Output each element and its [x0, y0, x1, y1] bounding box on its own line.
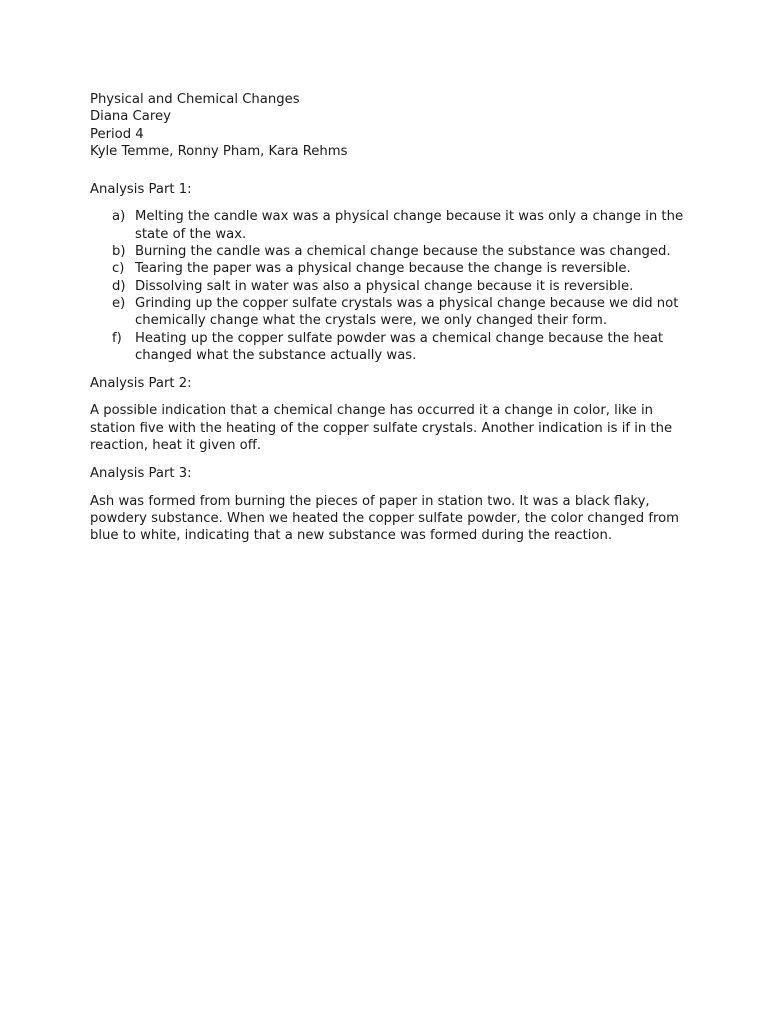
list-item-text: Heating up the copper sulfate powder was a chemical change because the heat changed what the substance actually was.	[135, 330, 664, 363]
author-name: Diana Carey	[90, 109, 171, 125]
list-item	[90, 208, 690, 243]
list-item-text: Grinding up the copper sulfate crystals was a physical change because we did not chemically change what the crystals were, we only changed their form.	[135, 295, 679, 329]
analysis-part-2	[90, 375, 690, 454]
document-page	[90, 91, 690, 545]
list-item-label: f)	[112, 330, 122, 346]
list-item-text: Melting the candle wax was a physical change because it was only a change in the state of the wax.	[135, 209, 684, 242]
list-item-text: Burning the candle was a chemical change because the substance was changed.	[135, 244, 671, 260]
analysis-part-1-list	[90, 208, 690, 364]
list-item	[90, 330, 690, 365]
document-title: Physical and Chemical Changes	[90, 92, 300, 107]
list-item-label: a)	[112, 209, 126, 225]
list-item	[90, 243, 690, 260]
list-item-label: d)	[112, 278, 126, 294]
list-item	[90, 278, 690, 295]
analysis-part-2-heading: Analysis Part 2:	[90, 376, 192, 392]
list-item	[90, 295, 690, 330]
class-period: Period 4	[90, 126, 144, 142]
list-item-label: b)	[112, 244, 126, 260]
list-item-label: e)	[112, 295, 126, 311]
lab-partners: Kyle Temme, Ronny Pham, Kara Rehms	[90, 143, 348, 159]
document-header	[90, 91, 690, 160]
analysis-part-1	[90, 181, 690, 364]
analysis-part-2-text: A possible indication that a chemical change has occurred it a change in color, like in station five with the heating of the copper sulfate crystals. Another indication is if in the reaction, heat it given off.	[90, 403, 673, 454]
analysis-part-1-heading: Analysis Part 1:	[90, 182, 192, 198]
analysis-part-3	[90, 465, 690, 544]
list-item-label: c)	[112, 261, 125, 277]
analysis-part-3-text: Ash was formed from burning the pieces of paper in station two. It was a black flaky, powdery substance. When we heated the copper sulfate powder, the color changed from blue to white, indicating that a new substance was formed during the reaction.	[90, 493, 680, 544]
analysis-part-3-heading: Analysis Part 3:	[90, 466, 192, 482]
list-item-text: Tearing the paper was a physical change because the change is reversible.	[135, 261, 631, 277]
list-item-text: Dissolving salt in water was also a physical change because it is reversible.	[135, 278, 634, 294]
list-item	[90, 260, 690, 277]
